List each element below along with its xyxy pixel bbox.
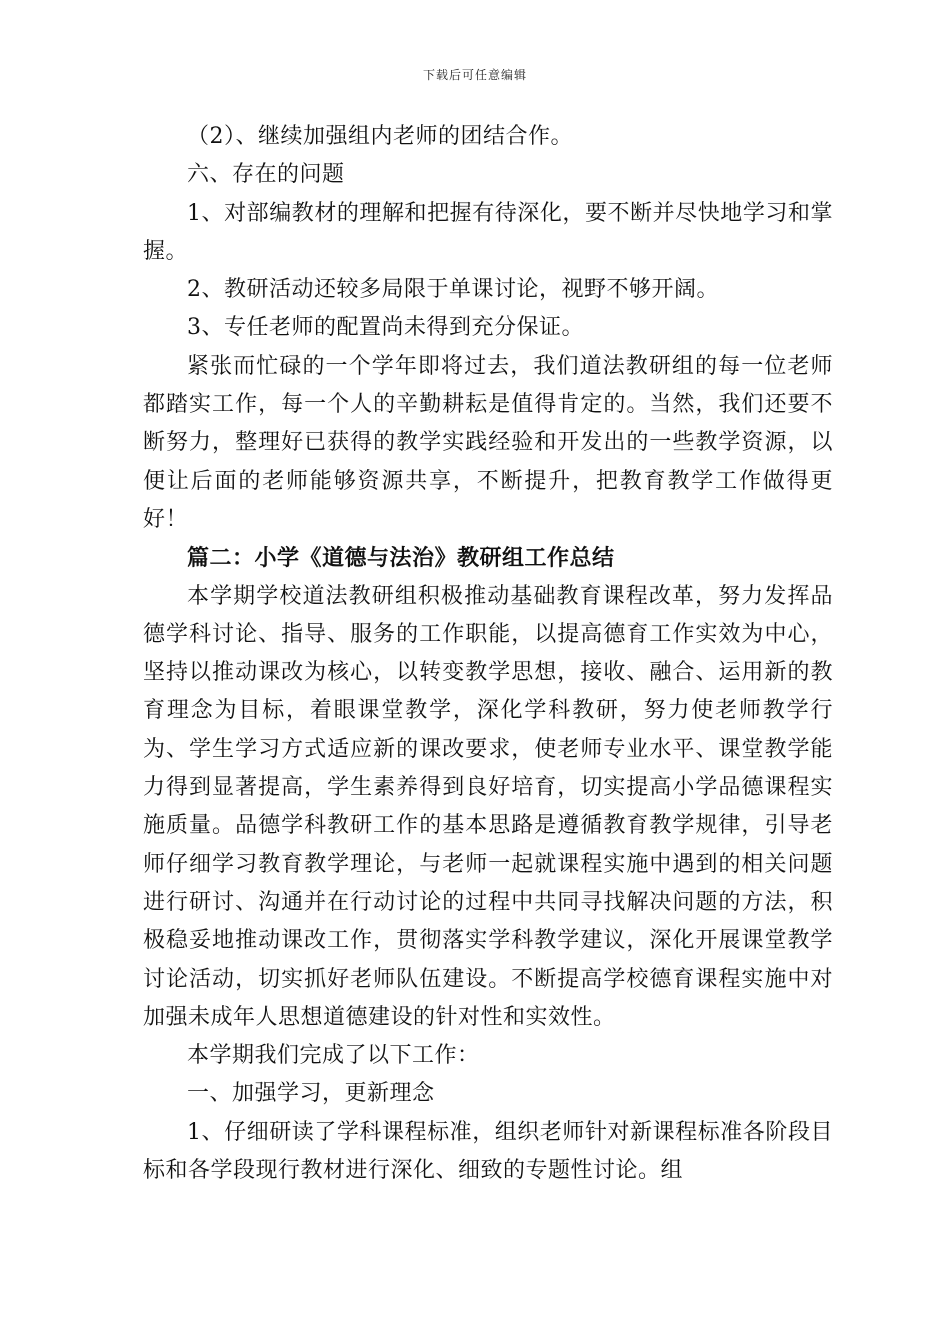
paragraph: 本学期我们完成了以下工作： (187, 1043, 480, 1069)
paragraph: （2）、继续加强组内老师的团结合作。 (187, 124, 573, 149)
document-body (143, 118, 833, 1190)
header-note: 下载后可任意编辑 (422, 68, 527, 82)
section-heading: 六、存在的问题 (187, 162, 345, 188)
paragraph: 1、对部编教材的理解和把握有待深化，要不断并尽快地学习和掌握。 (143, 200, 833, 264)
paragraph: 3、专任老师的配置尚未得到充分保证。 (187, 315, 584, 341)
paragraph: 本学期学校道法教研组积极推动基础教育课程改革，努力发挥品德学科讨论、指导、服务的工作职能，以提高德育工作实效为中心，坚持以推动课改为核心，以转变教学思想，接收、融合、运用新的教育理念为目标，着眼课堂教学，深化学科教研，努力使老师教学行为、学生学习方式适应新的课改要求，使老师专业水平、课堂教学能力得到显著提高，学生素养得到良好培育，切实提高小学品德课程实施质量。品德学科教研工作的基本思路是遵循教育教学规律，引导老师仔细学习教育教学理论，与老师一起就课程实施中遇到的相关问题进行研讨、沟通并在行动讨论的过程中共同寻找解决问题的方法，积极稳妥地推动课改工作，贯彻落实学科教学建议，深化开展课堂教学讨论活动，切实抓好老师队伍建设。不断提高学校德育课程实施中对加强未成年人思想道德建设的针对性和实效性。 (143, 583, 833, 1030)
article-title: 篇二：小学《道德与法治》教研组工作总结 (187, 545, 615, 572)
paragraph: 2、教研活动还较多局限于单课讨论，视野不够开阔。 (187, 277, 719, 303)
paragraph: 1、仔细研读了学科课程标准，组织老师针对新课程标准各阶段目标和各学段现行教材进行深化、细致的专题性讨论。组 (143, 1119, 833, 1184)
section-heading: 一、加强学习，更新理念 (187, 1081, 435, 1107)
paragraph: 紧张而忙碌的一个学年即将过去，我们道法教研组的每一位老师都踏实工作，每一个人的辛勤耕耘是值得肯定的。当然，我们还要不断努力，整理好已获得的教学实践经验和开发出的一些教学资源，以便让后面的老师能够资源共享，不断提升，把教育教学工作做得更好！ (143, 353, 833, 532)
